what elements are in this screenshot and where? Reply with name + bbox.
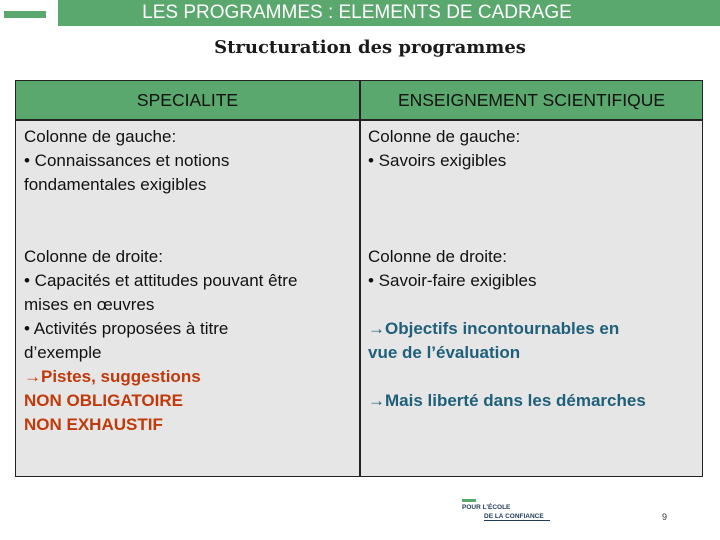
- left-droite-title: Colonne de droite:: [24, 247, 163, 266]
- right-gauche-block: [368, 125, 698, 173]
- right-gauche-title: Colonne de gauche:: [368, 127, 521, 146]
- header-specialite: SPECIALITE: [16, 81, 359, 119]
- slide-header: [58, 0, 720, 26]
- logo-underline: [484, 520, 550, 521]
- right-objectifs-block: [368, 317, 698, 365]
- left-gauche-title: Colonne de gauche:: [24, 127, 177, 146]
- left-non-obligatoire: NON OBLIGATOIRE: [24, 391, 183, 410]
- right-gauche-item1: • Savoirs exigibles: [368, 151, 507, 170]
- slide-title: LES PROGRAMMES : ELEMENTS DE CADRAGE: [142, 2, 572, 23]
- left-droite-item1a: • Capacités et attitudes pouvant être: [24, 271, 298, 290]
- left-gauche-item2: fondamentales exigibles: [24, 175, 207, 194]
- left-decor-line: [4, 11, 46, 18]
- arrow-right-icon: →: [368, 319, 385, 338]
- header-enseignement-scientifique: ENSEIGNEMENT SCIENTIFIQUE: [361, 81, 702, 119]
- slide-subtitle: Structuration des programmes: [214, 37, 526, 58]
- ecole-confiance-logo: [460, 497, 555, 525]
- arrow-right-icon: →: [368, 391, 385, 410]
- left-gauche-item1: • Connaissances et notions: [24, 151, 230, 170]
- left-droite-item1b: mises en œuvres: [24, 295, 155, 314]
- column-divider: [359, 81, 361, 476]
- arrow-right-icon: →: [24, 367, 41, 386]
- left-droite-item2b: d’exemple: [24, 343, 102, 362]
- page-number: 9: [662, 512, 668, 522]
- right-droite-item1: • Savoir-faire exigibles: [368, 271, 537, 290]
- left-droite-block: [24, 245, 354, 437]
- right-droite-title: Colonne de droite:: [368, 247, 507, 266]
- right-droite-block: [368, 245, 698, 293]
- left-droite-item2a: • Activités proposées à titre: [24, 319, 229, 338]
- logo-line2: DE LA CONFIANCE: [484, 513, 544, 520]
- right-liberte: Mais liberté dans les démarches: [385, 391, 646, 410]
- right-objectifs-line1: [368, 317, 698, 341]
- logo-green-bar: [462, 499, 476, 502]
- left-decor-bar: [0, 0, 48, 22]
- header-divider: [16, 119, 702, 121]
- left-gauche-block: [24, 125, 354, 197]
- right-liberte-line: [368, 389, 703, 413]
- comparison-table: [15, 80, 703, 477]
- logo-line1: POUR L’ÉCOLE: [462, 504, 511, 511]
- right-liberte-block: [368, 389, 703, 413]
- left-non-exhaustif: NON EXHAUSTIF: [24, 415, 163, 434]
- right-objectifs-a: Objectifs incontournables en: [385, 319, 620, 338]
- left-pistes-line: [24, 365, 354, 389]
- left-pistes: Pistes, suggestions: [41, 367, 201, 386]
- right-objectifs-b: vue de l’évaluation: [368, 343, 521, 362]
